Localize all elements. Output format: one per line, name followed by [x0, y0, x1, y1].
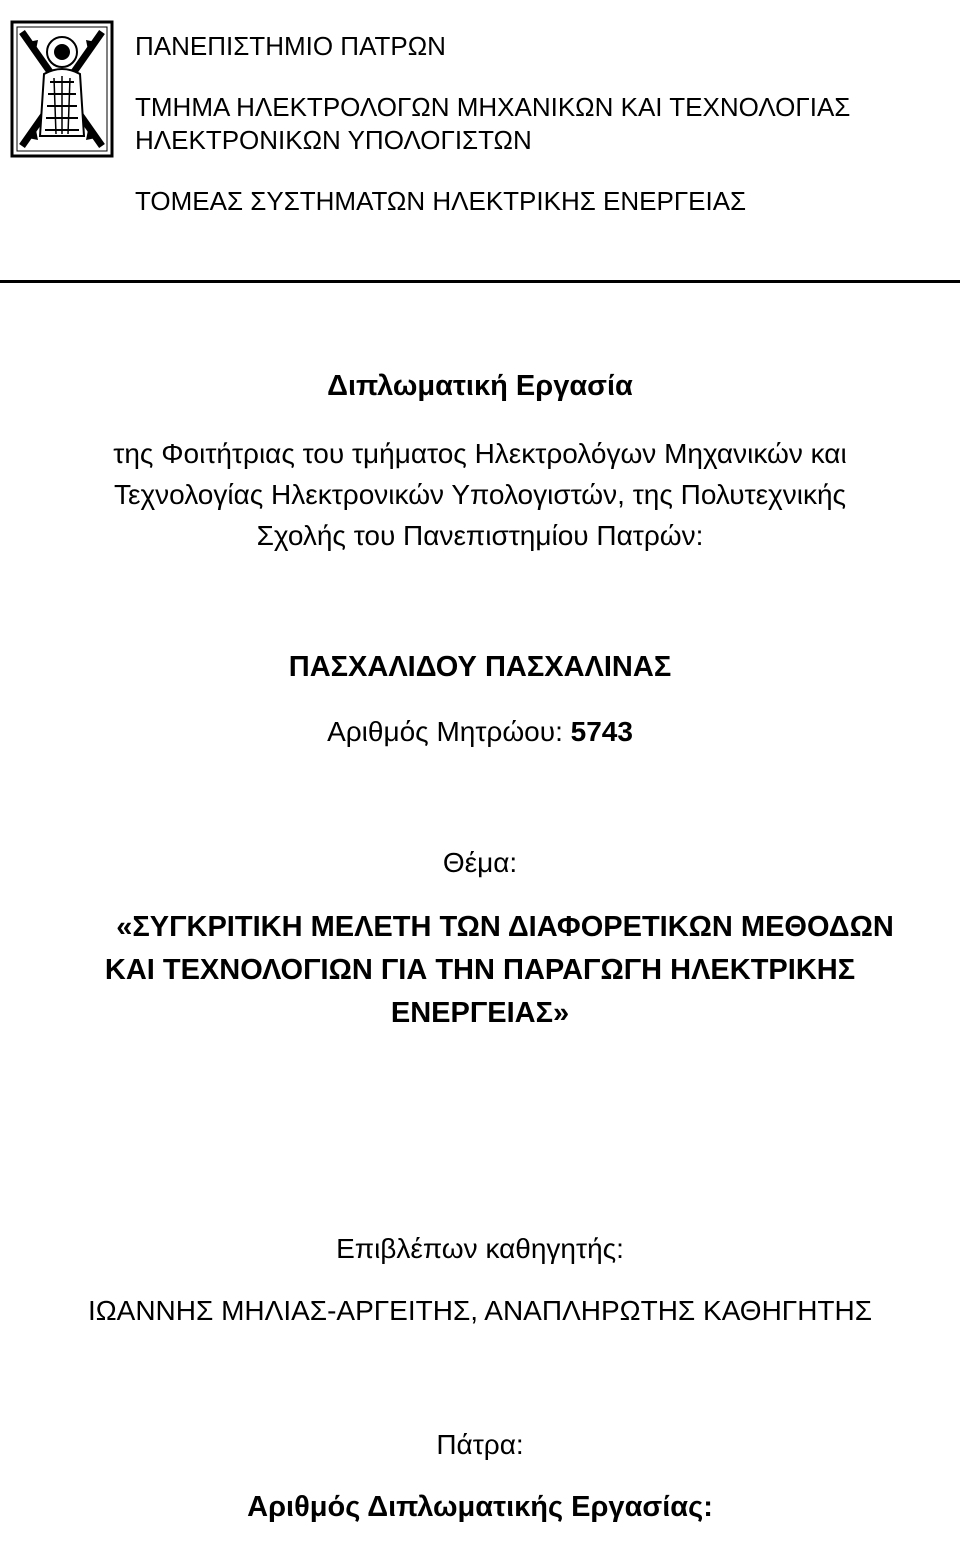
header-divider [0, 280, 960, 283]
university-seal-logo [8, 18, 116, 160]
supervisor-name: ΙΩΑΝΝΗΣ ΜΗΛΙΑΣ-ΑΡΓΕΙΤΗΣ, ΑΝΑΠΛΗΡΩΤΗΣ ΚΑΘΗΓΗΤΗΣ [87, 1295, 873, 1326]
department-line-1: ΤΜΗΜΑ ΗΛΕΚΤΡΟΛΟΓΩΝ ΜΗΧΑΝΙΚΩΝ ΚΑΙ ΤΕΧΝΟΛΟΓΙΑΣ [135, 92, 851, 122]
thesis-title [0, 906, 960, 1035]
thesis-number-label: Αριθμός Διπλωματικής Εργασίας: [247, 1491, 713, 1523]
registration-label: Αριθμός Μητρώου: [327, 716, 563, 747]
registration-value: 5743 [570, 716, 633, 747]
description-line-1: της Φοιτήτριας του τμήματος Ηλεκτρολόγων Μηχανικών και [113, 438, 847, 469]
supervisor-label: Επιβλέπων καθηγητής: [336, 1233, 624, 1264]
place-label: Πάτρα: [436, 1429, 524, 1460]
thesis-heading: Διπλωματική Εργασία [327, 370, 633, 402]
description-line-2: Τεχνολογίας Ηλεκτρονικών Υπολογιστών, της Πολυτεχνικής [113, 479, 847, 510]
description-line-3: Σχολής του Πανεπιστημίου Πατρών: [256, 520, 704, 551]
subject-label: Θέμα: [442, 847, 518, 878]
thesis-title-line-2: ΚΑΙ ΤΕΧΝΟΛΟΓΙΩΝ ΓΙΑ ΤΗΝ ΠΑΡΑΓΩΓΗ ΗΛΕΚΤΡΙΚΗΣ [104, 954, 856, 986]
thesis-title-line-3: ΕΝΕΡΓΕΙΑΣ» [390, 997, 570, 1029]
university-name: ΠΑΝΕΠΙΣΤΗΜΙΟ ΠΑΤΡΩΝ [135, 31, 446, 61]
sector-name: ΤΟΜΕΑΣ ΣΥΣΤΗΜΑΤΩΝ ΗΛΕΚΤΡΙΚΗΣ ΕΝΕΡΓΕΙΑΣ [135, 186, 747, 216]
registration-number [0, 715, 960, 749]
student-name: ΠΑΣΧΑΛΙΔΟΥ ΠΑΣΧΑΛΙΝΑΣ [288, 651, 672, 683]
department-line-2: ΗΛΕΚΤΡΟΝΙΚΩΝ ΥΠΟΛΟΓΙΣΤΩΝ [135, 125, 532, 155]
thesis-title-line-1: «ΣΥΓΚΡΙΤΙΚΗ ΜΕΛΕΤΗ ΤΩΝ ΔΙΑΦΟΡΕΤΙΚΩΝ ΜΕΘΟΔΩΝ [116, 911, 894, 943]
